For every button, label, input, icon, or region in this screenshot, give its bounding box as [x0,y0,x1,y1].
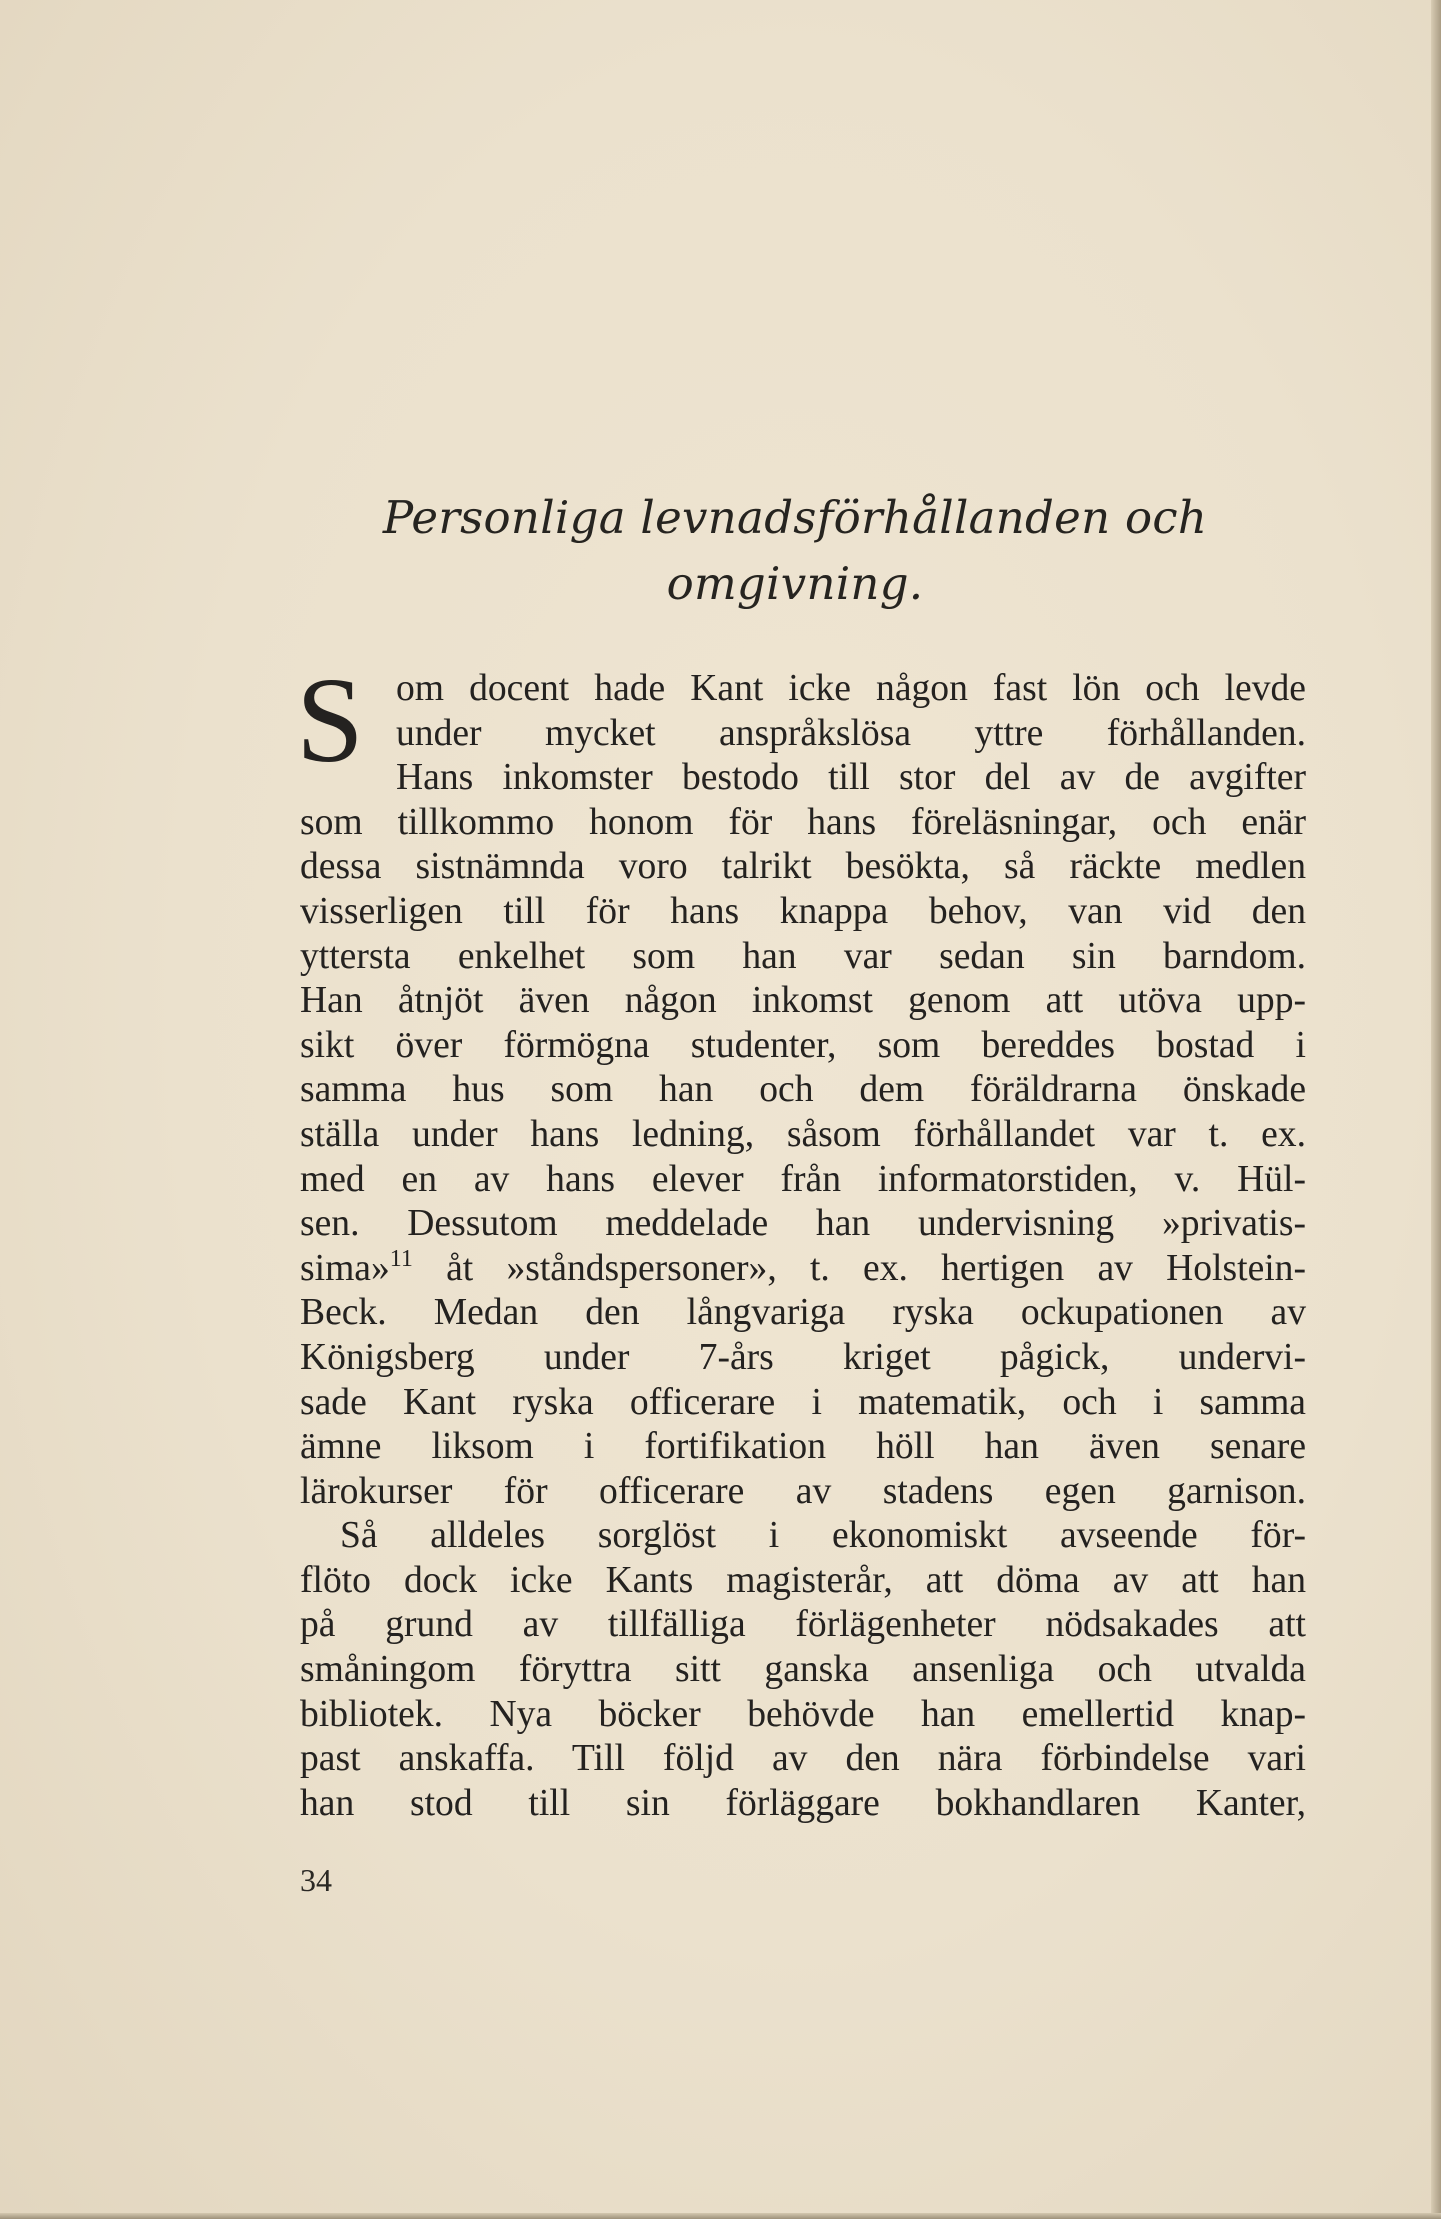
text-line: Königsberg under 7-års kriget pågick, undervi- [300,1336,1306,1378]
text-line: bibliotek. Nya böcker behövde han emellertid knap- [300,1693,1306,1735]
text-line: ställa under hans ledning, såsom förhållandet var t. ex. [300,1113,1306,1155]
text-line: past anskaffa. Till följd av den nära förbindelse vari [300,1738,1306,1780]
text-line: dessa sistnämnda voro talrikt besökta, så räckte medlen [300,846,1306,888]
text-line: lärokurser för officerare av stadens egen garnison. [300,1470,1306,1512]
text-line-with-footnote [300,1247,1306,1292]
text-line: flöto dock icke Kants magisterår, att döma av att han [300,1559,1306,1601]
text-line: med en av hans elever från informatorstiden, v. Hül- [300,1158,1306,1200]
text-line: Hans inkomster bestodo till stor del av de avgifter [396,757,1306,799]
body-text [300,667,1306,1826]
text-line: om docent hade Kant icke någon fast lön och levde [396,668,1306,709]
text-line: Så alldeles sorglöst i ekonomiskt avseende för- [340,1515,1306,1557]
text-line: yttersta enkelhet som han var sedan sin barndom. [300,935,1306,977]
text-line: på grund av tillfälliga förlägenheter nödsakades att [300,1604,1306,1646]
text-line: ämne liksom i fortifikation höll han även senare [300,1426,1306,1468]
text-line: sikt över förmögna studenter, som bereddes bostad i [300,1024,1306,1066]
text-line: sade Kant ryska officerare i matematik, och i samma [300,1381,1306,1423]
text-line: han stod till sin förläggare bokhandlaren Kanter, [300,1782,1306,1824]
chapter-heading [380,485,1210,617]
text-line: Beck. Medan den långvariga ryska ockupationen av [300,1292,1306,1334]
text-fragment: sima» [300,1247,390,1289]
text-line: som tillkommo honom för hans föreläsningar, och enär [300,801,1306,843]
text-line: under mycket anspråkslösa yttre förhållanden. [396,712,1306,754]
text-fragment: åt »ståndspersoner», t. ex. hertigen av Holstein- [412,1247,1306,1289]
footnote-reference: 11 [389,1245,413,1272]
page-edge-bottom [0,2213,1441,2219]
page-edge-right [1431,0,1441,2219]
text-line: småningom föryttra sitt ganska ansenliga och utvalda [300,1649,1306,1691]
heading-line-1: Personliga levnadsförhållanden och [382,491,1208,544]
drop-cap: S [296,653,364,788]
text-line: samma hus som han och dem föräldrarna önskade [300,1069,1306,1111]
page-number: 34 [300,1862,332,1898]
heading-line-2: omgivning. [666,557,924,610]
text-line: Han åtnjöt även någon inkomst genom att utöva upp- [300,980,1306,1022]
text-line: visserligen till för hans knappa behov, van vid den [300,890,1306,932]
text-line: sen. Dessutom meddelade han undervisning »privatis- [300,1203,1306,1245]
